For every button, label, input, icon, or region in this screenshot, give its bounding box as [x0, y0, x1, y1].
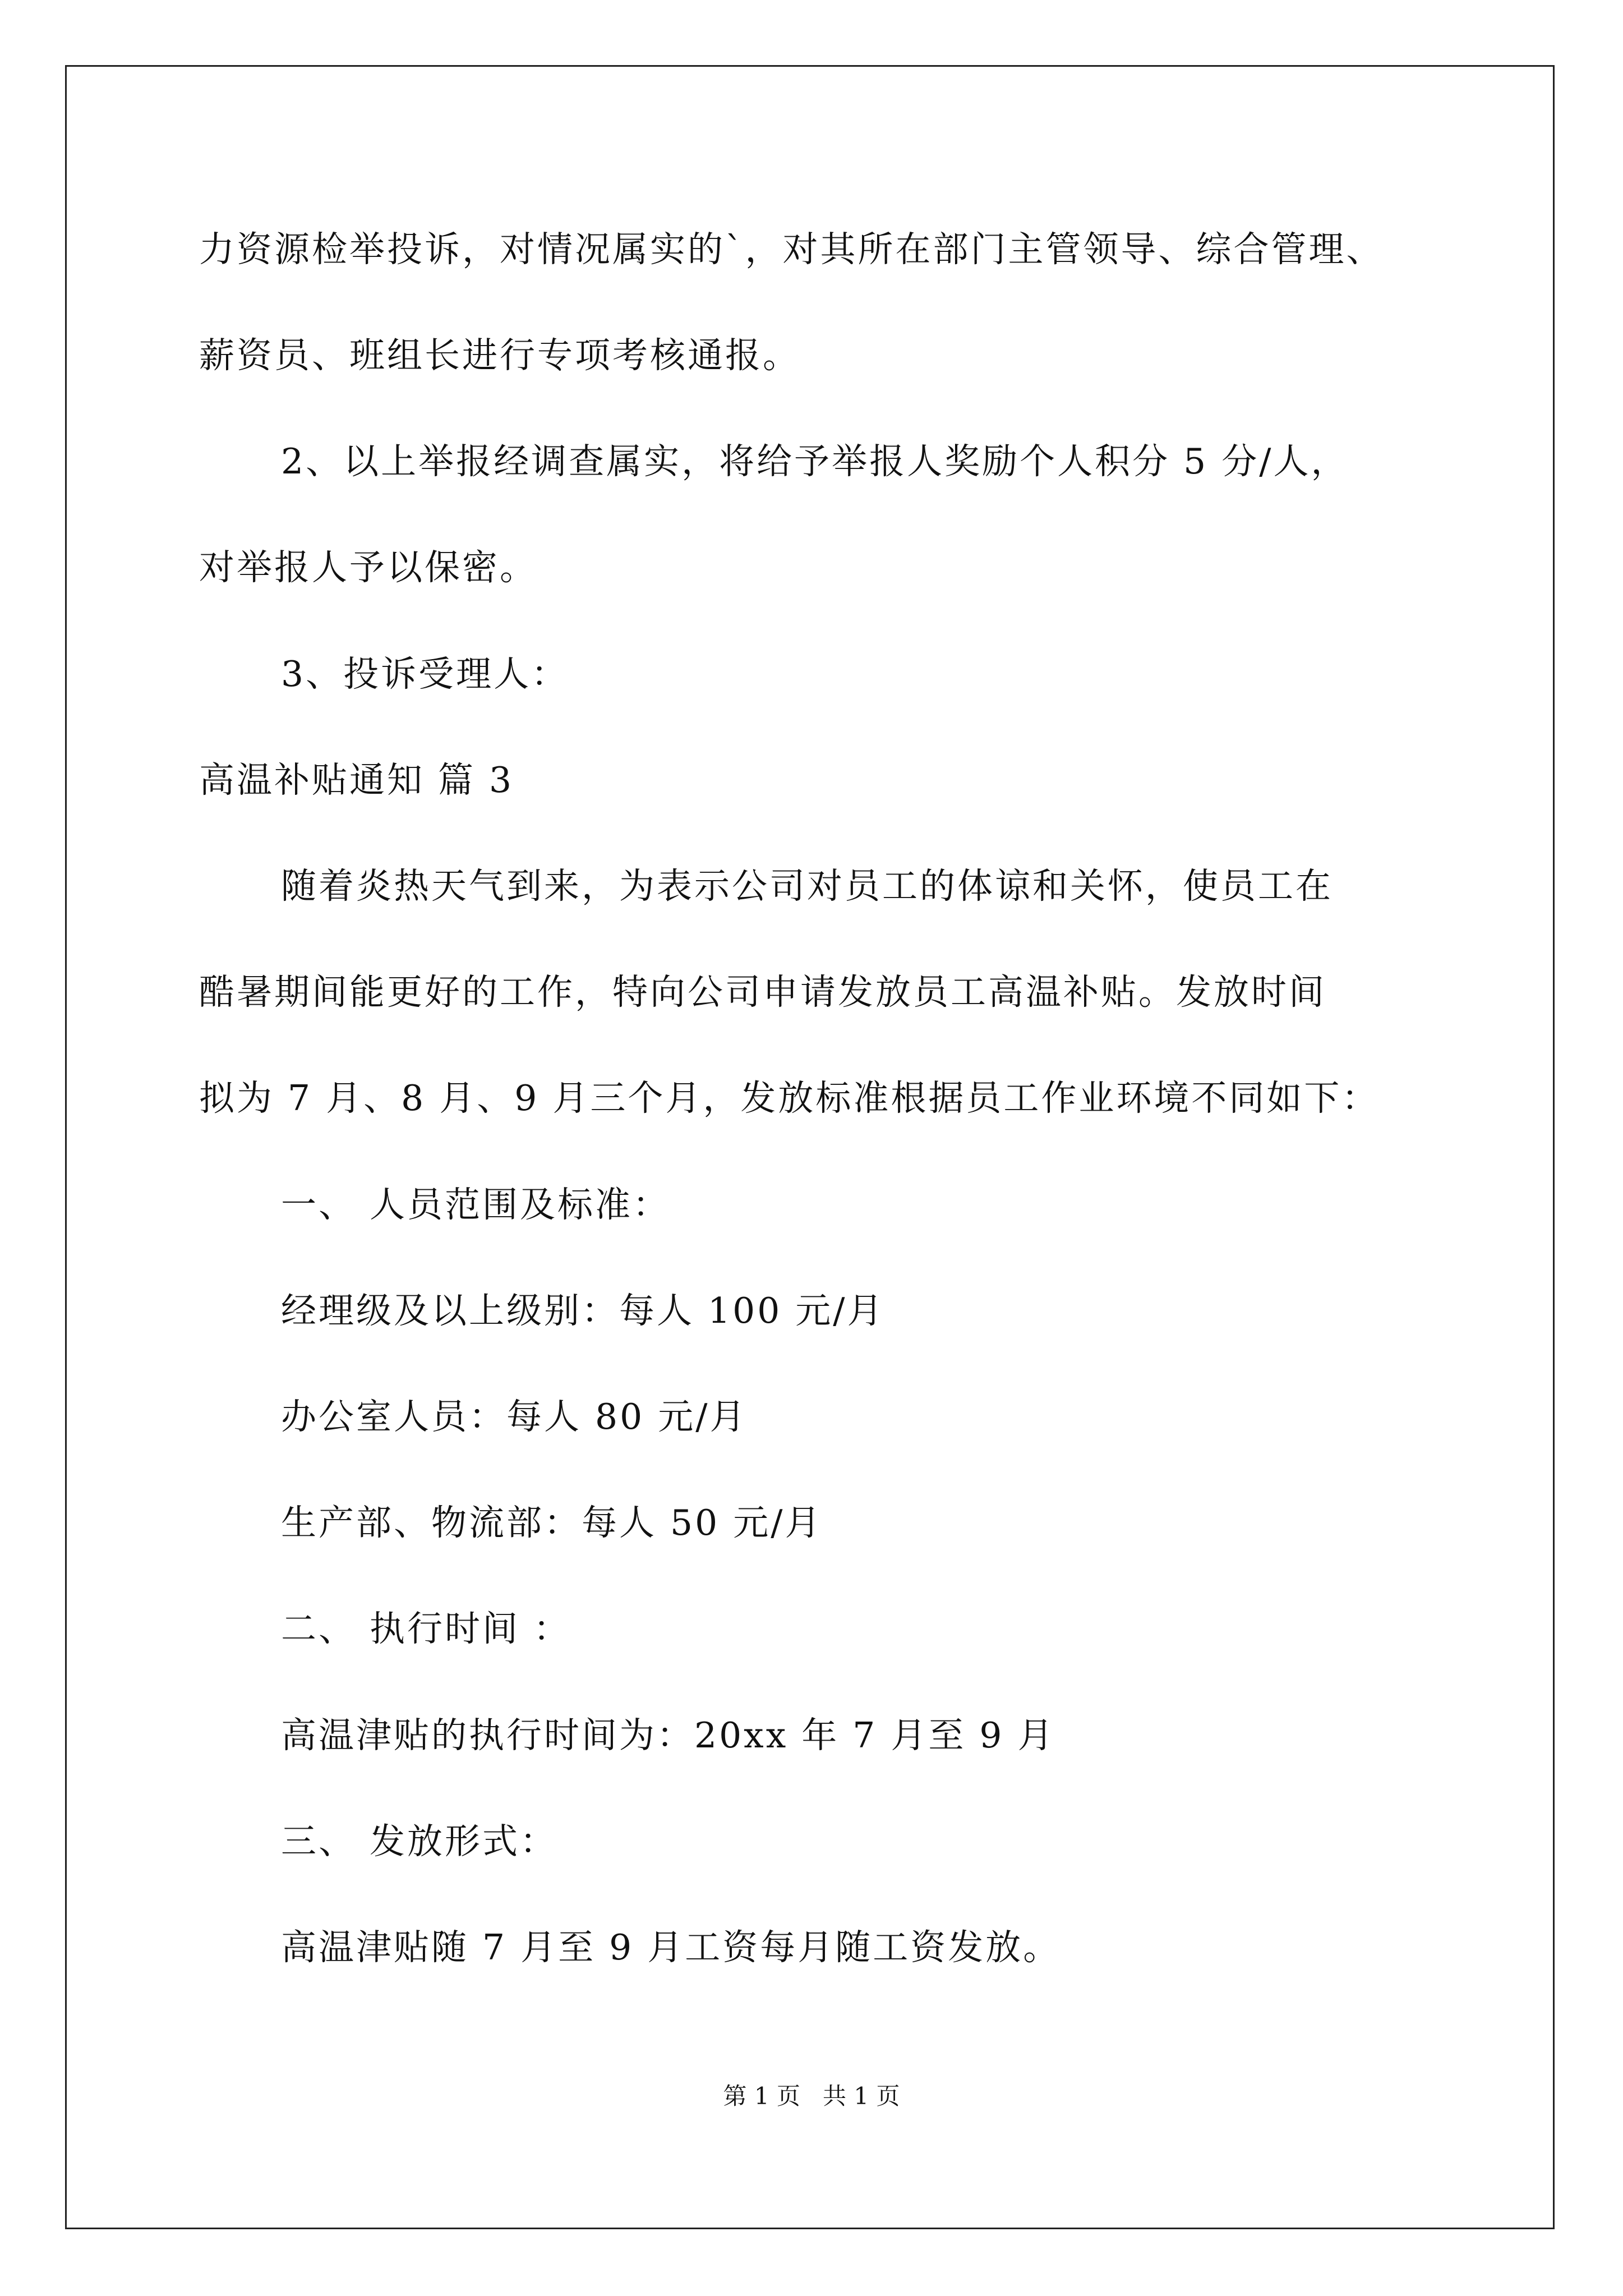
subheading-3: 三、 发放形式： — [281, 1821, 558, 1862]
section-heading: 高温补贴通知 篇 3 — [199, 760, 514, 800]
body-line-8: 酷暑期间能更好的工作，特向公司申请发放员工高温补贴。发放时间 — [199, 972, 1326, 1013]
body-line-9: 拟为 7 月、8 月、9 月三个月，发放标准根据员工作业环境不同如下： — [199, 1078, 1380, 1119]
body-line-5: 3、投诉受理人： — [281, 654, 569, 694]
body-line-15: 高温津贴的执行时间为：20xx 年 7 月至 9 月 — [281, 1715, 1055, 1756]
body-line-2: 薪资员、班组长进行专项考核通报。 — [199, 335, 800, 376]
body-line-1: 力资源检举投诉，对情况属实的`，对其所在部门主管领导、综合管理、 — [199, 229, 1384, 270]
body-line-3: 2、以上举报经调查属实，将给予举报人奖励个人积分 5 分/人， — [281, 441, 1349, 482]
body-line-7: 随着炎热天气到来，为表示公司对员工的体谅和关怀，使员工在 — [281, 866, 1333, 907]
body-line-13: 生产部、物流部：每人 50 元/月 — [281, 1502, 823, 1543]
page-border — [65, 65, 1555, 2229]
subheading-2: 二、 执行时间 ： — [281, 1608, 571, 1649]
page-footer: 第 1 页 共 1 页 — [723, 2082, 900, 2110]
body-line-12: 办公室人员：每人 80 元/月 — [281, 1396, 748, 1437]
body-line-11: 经理级及以上级别：每人 100 元/月 — [281, 1290, 885, 1331]
body-line-17: 高温津贴随 7 月至 9 月工资每月随工资发放。 — [281, 1927, 1061, 1968]
subheading-1: 一、 人员范围及标准： — [281, 1184, 671, 1225]
body-line-4: 对举报人予以保密。 — [199, 547, 537, 588]
